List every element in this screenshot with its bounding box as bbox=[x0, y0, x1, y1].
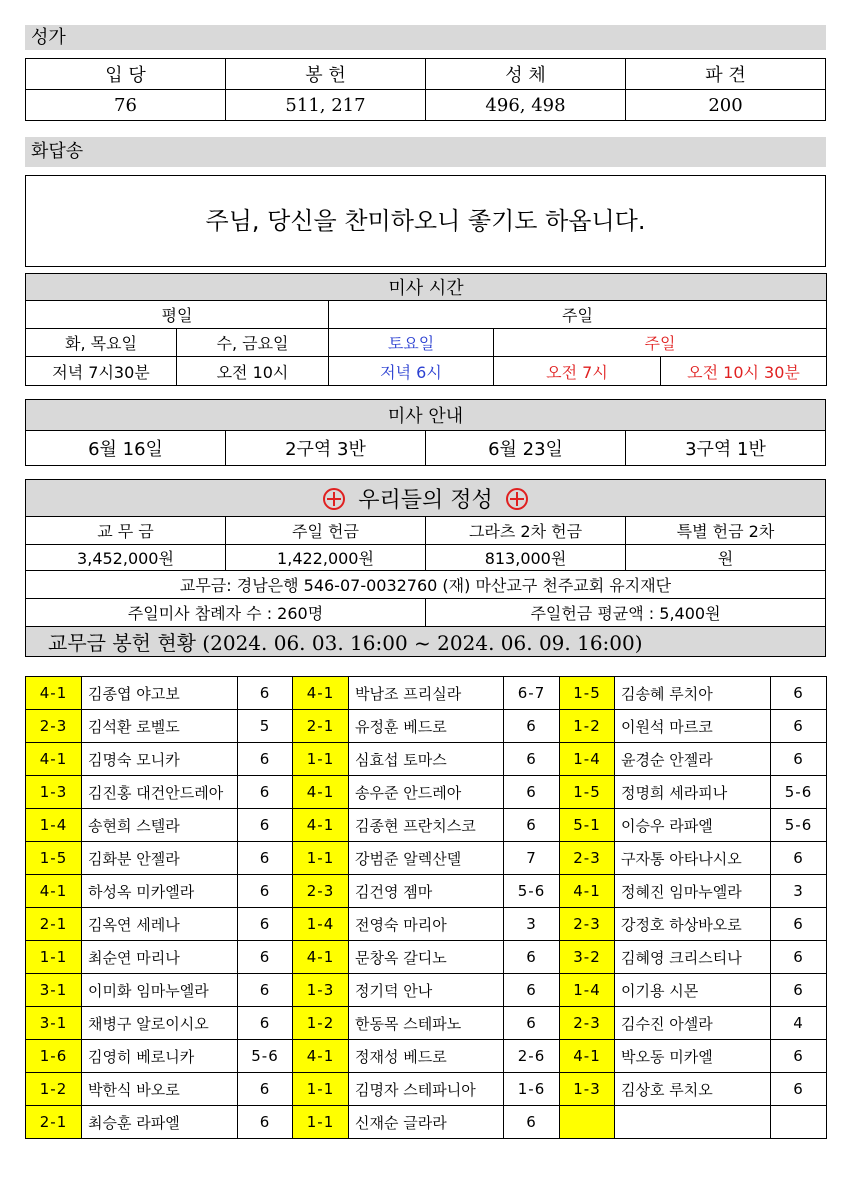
roster-group-code: 2-1 bbox=[26, 908, 82, 941]
roster-months: 6 bbox=[771, 743, 827, 776]
roster-member-name: 김명숙 모니카 bbox=[82, 743, 238, 776]
roster-months: 5 bbox=[238, 710, 293, 743]
roster-months: 1-6 bbox=[504, 1073, 560, 1106]
seongga-section bbox=[25, 25, 826, 121]
roster-member-name: 최승훈 라파엘 bbox=[82, 1106, 238, 1139]
roster-member-name: 김진홍 대건안드레아 bbox=[82, 776, 238, 809]
roster-group-code: 3-1 bbox=[26, 974, 82, 1007]
roster-member-name: 이승우 라파엘 bbox=[615, 809, 771, 842]
offering-header: 특별 헌금 2차 bbox=[626, 517, 826, 545]
seongga-header: 파 견 bbox=[626, 59, 826, 90]
time-sunday-early: 오전 7시 bbox=[494, 357, 661, 386]
cross-icon bbox=[506, 488, 528, 510]
table-row bbox=[26, 677, 827, 710]
roster-months: 6 bbox=[771, 842, 827, 875]
roster-months: 6 bbox=[504, 743, 560, 776]
roster-months: 6 bbox=[238, 809, 293, 842]
mass-guide-table bbox=[25, 399, 826, 466]
roster-group-code: 4-1 bbox=[293, 809, 349, 842]
roster-member-name: 정명희 세라피나 bbox=[615, 776, 771, 809]
seongga-header: 입 당 bbox=[26, 59, 226, 90]
roster-group-code: 2-3 bbox=[560, 1007, 615, 1040]
table-row bbox=[26, 1007, 827, 1040]
mass-guide-section bbox=[25, 399, 826, 466]
roster-group-code: 1-5 bbox=[560, 776, 615, 809]
roster-months: 6 bbox=[504, 974, 560, 1007]
roster-group-code: 1-2 bbox=[26, 1073, 82, 1106]
roster-group-code: 1-1 bbox=[293, 1073, 349, 1106]
roster-months: 6 bbox=[771, 1073, 827, 1106]
day-saturday: 토요일 bbox=[329, 329, 494, 357]
seongga-value: 496, 498 bbox=[426, 90, 626, 121]
roster-member-name: 강정호 하상바오로 bbox=[615, 908, 771, 941]
roster-group-code: 1-1 bbox=[293, 842, 349, 875]
roster-table bbox=[25, 676, 827, 1139]
roster-months: 6 bbox=[504, 1007, 560, 1040]
roster-group-code: 1-5 bbox=[560, 677, 615, 710]
roster-member-name: 유정훈 베드로 bbox=[349, 710, 504, 743]
roster-member-name: 이기용 시몬 bbox=[615, 974, 771, 1007]
roster-group-code: 2-3 bbox=[293, 875, 349, 908]
roster-group-code: 2-3 bbox=[26, 710, 82, 743]
roster-member-name: 김화분 안젤라 bbox=[82, 842, 238, 875]
offering-value: 원 bbox=[626, 545, 826, 571]
roster-member-name: 김건영 젬마 bbox=[349, 875, 504, 908]
roster-group-code: 4-1 bbox=[293, 941, 349, 974]
roster-group-code: 3-1 bbox=[26, 1007, 82, 1040]
roster-member-name: 채병구 알로이시오 bbox=[82, 1007, 238, 1040]
time-tue-thu: 저녁 7시30분 bbox=[26, 357, 177, 386]
roster-months: 6 bbox=[238, 776, 293, 809]
roster-months: 5-6 bbox=[238, 1040, 293, 1073]
roster-months: 6 bbox=[238, 908, 293, 941]
table-row bbox=[26, 776, 827, 809]
account-info: 교무금: 경남은행 546-07-0032760 (재) 마산교구 천주교회 유지재단 bbox=[26, 571, 826, 599]
hwadapsong-text: 주님, 당신을 찬미하오니 좋기도 하옵니다. bbox=[25, 175, 826, 267]
cross-icon bbox=[323, 488, 345, 510]
attendance-count: 주일미사 참례자 수 : 260명 bbox=[26, 599, 426, 627]
roster-group-code: 1-4 bbox=[26, 809, 82, 842]
roster-group-code: 2-3 bbox=[560, 908, 615, 941]
roster-group-code: 1-3 bbox=[26, 776, 82, 809]
offering-value: 813,000원 bbox=[426, 545, 626, 571]
roster-group-code: 1-6 bbox=[26, 1040, 82, 1073]
weekday-label: 평일 bbox=[26, 301, 329, 329]
offering-header: 그라츠 2차 헌금 bbox=[426, 517, 626, 545]
guide-group: 2구역 3반 bbox=[226, 431, 426, 466]
day-wed-fri: 수, 금요일 bbox=[177, 329, 329, 357]
seongga-value: 76 bbox=[26, 90, 226, 121]
roster-months: 6 bbox=[504, 776, 560, 809]
time-saturday: 저녁 6시 bbox=[329, 357, 494, 386]
roster-member-name bbox=[615, 1106, 771, 1139]
roster-member-name: 송우준 안드레아 bbox=[349, 776, 504, 809]
roster-member-name: 박남조 프리실라 bbox=[349, 677, 504, 710]
roster-group-code: 1-4 bbox=[560, 743, 615, 776]
roster-group-code: 1-3 bbox=[293, 974, 349, 1007]
roster-group-code: 1-2 bbox=[293, 1007, 349, 1040]
seongga-value: 200 bbox=[626, 90, 826, 121]
roster-group-code: 2-1 bbox=[26, 1106, 82, 1139]
seongga-title: 성가 bbox=[25, 25, 826, 50]
roster-group-code: 4-1 bbox=[560, 1040, 615, 1073]
roster-months: 6 bbox=[504, 809, 560, 842]
roster-months: 6 bbox=[238, 743, 293, 776]
mass-time-title: 미사 시간 bbox=[26, 274, 827, 301]
roster-section bbox=[25, 676, 826, 1139]
roster-member-name: 김명자 스테파니아 bbox=[349, 1073, 504, 1106]
roster-group-code: 1-3 bbox=[560, 1073, 615, 1106]
roster-member-name: 정기덕 안나 bbox=[349, 974, 504, 1007]
time-sunday-late: 오전 10시 30분 bbox=[661, 357, 827, 386]
roster-months: 4 bbox=[771, 1007, 827, 1040]
roster-member-name: 김혜영 크리스티나 bbox=[615, 941, 771, 974]
time-wed-fri: 오전 10시 bbox=[177, 357, 329, 386]
guide-group: 3구역 1반 bbox=[626, 431, 826, 466]
offering-table bbox=[25, 479, 826, 657]
roster-group-code: 1-2 bbox=[560, 710, 615, 743]
table-row bbox=[26, 842, 827, 875]
roster-months: 5-6 bbox=[504, 875, 560, 908]
roster-group-code: 1-5 bbox=[26, 842, 82, 875]
roster-months: 6 bbox=[238, 875, 293, 908]
roster-months: 6 bbox=[238, 941, 293, 974]
offering-section bbox=[25, 479, 826, 657]
roster-group-code bbox=[560, 1106, 615, 1139]
roster-member-name: 한동목 스테파노 bbox=[349, 1007, 504, 1040]
roster-member-name: 김종엽 야고보 bbox=[82, 677, 238, 710]
table-row bbox=[26, 710, 827, 743]
mass-time-table bbox=[25, 273, 827, 386]
roster-months: 6 bbox=[771, 710, 827, 743]
roster-group-code: 1-4 bbox=[560, 974, 615, 1007]
day-sunday: 주일 bbox=[494, 329, 827, 357]
roster-months: 5-6 bbox=[771, 809, 827, 842]
roster-member-name: 심효섭 토마스 bbox=[349, 743, 504, 776]
roster-member-name: 김수진 아셀라 bbox=[615, 1007, 771, 1040]
roster-member-name: 정혜진 임마누엘라 bbox=[615, 875, 771, 908]
roster-months: 6 bbox=[771, 677, 827, 710]
roster-member-name: 최순연 마리나 bbox=[82, 941, 238, 974]
roster-months: 6 bbox=[504, 941, 560, 974]
roster-group-code: 4-1 bbox=[26, 677, 82, 710]
roster-group-code: 3-2 bbox=[560, 941, 615, 974]
roster-group-code: 1-1 bbox=[26, 941, 82, 974]
roster-group-code: 5-1 bbox=[560, 809, 615, 842]
roster-group-code: 2-3 bbox=[560, 842, 615, 875]
mass-guide-title: 미사 안내 bbox=[26, 400, 826, 431]
day-tue-thu: 화, 목요일 bbox=[26, 329, 177, 357]
seongga-header: 봉 헌 bbox=[226, 59, 426, 90]
roster-months: 6 bbox=[771, 908, 827, 941]
roster-member-name: 김상호 루치오 bbox=[615, 1073, 771, 1106]
roster-member-name: 신재순 글라라 bbox=[349, 1106, 504, 1139]
roster-months: 6 bbox=[238, 1073, 293, 1106]
offering-header: 교 무 금 bbox=[26, 517, 226, 545]
roster-months: 6 bbox=[771, 974, 827, 1007]
table-row bbox=[26, 1073, 827, 1106]
roster-group-code: 2-1 bbox=[293, 710, 349, 743]
offering-value: 1,422,000원 bbox=[226, 545, 426, 571]
seongga-header: 성 체 bbox=[426, 59, 626, 90]
mass-time-section bbox=[25, 273, 826, 386]
roster-member-name: 윤경순 안젤라 bbox=[615, 743, 771, 776]
table-row bbox=[26, 908, 827, 941]
seongga-table bbox=[25, 58, 826, 121]
roster-months: 7 bbox=[504, 842, 560, 875]
sunday-label: 주일 bbox=[329, 301, 827, 329]
roster-months: 6 bbox=[238, 1007, 293, 1040]
roster-member-name: 박오동 미카엘 bbox=[615, 1040, 771, 1073]
roster-member-name: 박한식 바오로 bbox=[82, 1073, 238, 1106]
roster-months: 2-6 bbox=[504, 1040, 560, 1073]
roster-member-name: 김종현 프란치스코 bbox=[349, 809, 504, 842]
roster-group-code: 4-1 bbox=[293, 677, 349, 710]
hwadapsong-title: 화답송 bbox=[25, 137, 826, 167]
roster-months: 6-7 bbox=[504, 677, 560, 710]
roster-member-name: 전영숙 마리아 bbox=[349, 908, 504, 941]
table-row bbox=[26, 1106, 827, 1139]
table-row bbox=[26, 941, 827, 974]
seongga-value: 511, 217 bbox=[226, 90, 426, 121]
roster-months: 6 bbox=[238, 974, 293, 1007]
roster-member-name: 송현희 스텔라 bbox=[82, 809, 238, 842]
roster-months: 5-6 bbox=[771, 776, 827, 809]
roster-member-name: 강범준 알렉산델 bbox=[349, 842, 504, 875]
roster-months: 6 bbox=[504, 1106, 560, 1139]
roster-member-name: 이미화 임마누엘라 bbox=[82, 974, 238, 1007]
roster-months: 6 bbox=[238, 677, 293, 710]
roster-title: 교무금 봉헌 현황 (2024. 06. 03. 16:00 ~ 2024. 06. 09. 16:00) bbox=[26, 627, 826, 657]
roster-group-code: 4-1 bbox=[26, 875, 82, 908]
roster-member-name: 문창옥 갈디노 bbox=[349, 941, 504, 974]
offering-value: 3,452,000원 bbox=[26, 545, 226, 571]
table-row bbox=[26, 875, 827, 908]
roster-group-code: 1-1 bbox=[293, 743, 349, 776]
roster-months: 6 bbox=[238, 1106, 293, 1139]
guide-date: 6월 16일 bbox=[26, 431, 226, 466]
roster-member-name: 하성옥 미카엘라 bbox=[82, 875, 238, 908]
roster-months: 3 bbox=[771, 875, 827, 908]
table-row bbox=[26, 974, 827, 1007]
roster-member-name: 김송혜 루치아 bbox=[615, 677, 771, 710]
roster-group-code: 4-1 bbox=[26, 743, 82, 776]
roster-months: 6 bbox=[238, 842, 293, 875]
guide-date: 6월 23일 bbox=[426, 431, 626, 466]
roster-member-name: 정재성 베드로 bbox=[349, 1040, 504, 1073]
offering-average: 주일헌금 평균액 : 5,400원 bbox=[426, 599, 826, 627]
offering-header: 주일 헌금 bbox=[226, 517, 426, 545]
table-row bbox=[26, 809, 827, 842]
roster-group-code: 4-1 bbox=[293, 1040, 349, 1073]
roster-group-code: 1-4 bbox=[293, 908, 349, 941]
roster-member-name: 구자통 아타나시오 bbox=[615, 842, 771, 875]
roster-months: 3 bbox=[504, 908, 560, 941]
hwadapsong-section bbox=[25, 137, 826, 267]
roster-months: 6 bbox=[504, 710, 560, 743]
roster-group-code: 4-1 bbox=[293, 776, 349, 809]
table-row bbox=[26, 1040, 827, 1073]
roster-months bbox=[771, 1106, 827, 1139]
roster-group-code: 1-1 bbox=[293, 1106, 349, 1139]
roster-months: 6 bbox=[771, 941, 827, 974]
roster-months: 6 bbox=[771, 1040, 827, 1073]
roster-member-name: 이원석 마르코 bbox=[615, 710, 771, 743]
roster-member-name: 김옥연 세레나 bbox=[82, 908, 238, 941]
table-row bbox=[26, 743, 827, 776]
roster-member-name: 김석환 로벨도 bbox=[82, 710, 238, 743]
offering-title-cell bbox=[26, 480, 826, 517]
roster-group-code: 4-1 bbox=[560, 875, 615, 908]
offering-title: 우리들의 정성 bbox=[358, 487, 493, 513]
roster-member-name: 김영히 베로니카 bbox=[82, 1040, 238, 1073]
